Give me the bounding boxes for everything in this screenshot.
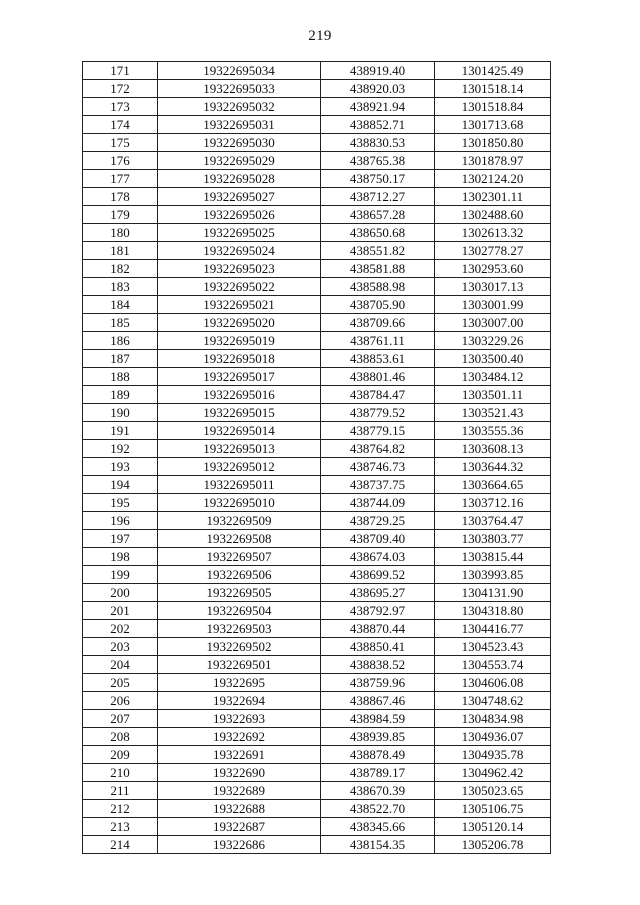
- y-coordinate-cell: 1305106.75: [435, 800, 551, 818]
- x-coordinate-cell: 438792.97: [321, 602, 435, 620]
- point-id-cell: 19322695021: [158, 296, 321, 314]
- table-row: [83, 152, 551, 170]
- row-number-cell: 204: [83, 656, 158, 674]
- x-coordinate-cell: 438878.49: [321, 746, 435, 764]
- x-coordinate-cell: 438830.53: [321, 134, 435, 152]
- row-number-cell: 184: [83, 296, 158, 314]
- row-number-cell: 200: [83, 584, 158, 602]
- row-number-cell: 183: [83, 278, 158, 296]
- point-id-cell: 19322695034: [158, 62, 321, 80]
- point-id-cell: 19322695018: [158, 350, 321, 368]
- row-number-cell: 176: [83, 152, 158, 170]
- x-coordinate-cell: 438522.70: [321, 800, 435, 818]
- x-coordinate-cell: 438784.47: [321, 386, 435, 404]
- row-number-cell: 208: [83, 728, 158, 746]
- y-coordinate-cell: 1305206.78: [435, 836, 551, 854]
- point-id-cell: 19322695020: [158, 314, 321, 332]
- point-id-cell: 19322695019: [158, 332, 321, 350]
- row-number-cell: 213: [83, 818, 158, 836]
- table-row: [83, 332, 551, 350]
- table-row: [83, 728, 551, 746]
- point-id-cell: 19322695011: [158, 476, 321, 494]
- point-id-cell: 19322695032: [158, 98, 321, 116]
- row-number-cell: 199: [83, 566, 158, 584]
- x-coordinate-cell: 438657.28: [321, 206, 435, 224]
- table-row: [83, 620, 551, 638]
- point-id-cell: 19322695024: [158, 242, 321, 260]
- y-coordinate-cell: 1304606.08: [435, 674, 551, 692]
- table-row: [83, 782, 551, 800]
- row-number-cell: 196: [83, 512, 158, 530]
- row-number-cell: 203: [83, 638, 158, 656]
- row-number-cell: 192: [83, 440, 158, 458]
- point-id-cell: 19322695033: [158, 80, 321, 98]
- row-number-cell: 193: [83, 458, 158, 476]
- point-id-cell: 1932269506: [158, 566, 321, 584]
- row-number-cell: 182: [83, 260, 158, 278]
- y-coordinate-cell: 1303712.16: [435, 494, 551, 512]
- y-coordinate-cell: 1304318.80: [435, 602, 551, 620]
- row-number-cell: 202: [83, 620, 158, 638]
- point-id-cell: 19322688: [158, 800, 321, 818]
- y-coordinate-cell: 1302124.20: [435, 170, 551, 188]
- y-coordinate-cell: 1301850.80: [435, 134, 551, 152]
- row-number-cell: 210: [83, 764, 158, 782]
- row-number-cell: 171: [83, 62, 158, 80]
- point-id-cell: 19322689: [158, 782, 321, 800]
- row-number-cell: 172: [83, 80, 158, 98]
- x-coordinate-cell: 438750.17: [321, 170, 435, 188]
- row-number-cell: 207: [83, 710, 158, 728]
- table-row: [83, 692, 551, 710]
- row-number-cell: 209: [83, 746, 158, 764]
- table-body: [83, 62, 551, 854]
- row-number-cell: 214: [83, 836, 158, 854]
- x-coordinate-cell: 438746.73: [321, 458, 435, 476]
- point-id-cell: 19322695022: [158, 278, 321, 296]
- x-coordinate-cell: 438920.03: [321, 80, 435, 98]
- x-coordinate-cell: 438650.68: [321, 224, 435, 242]
- x-coordinate-cell: 438939.85: [321, 728, 435, 746]
- x-coordinate-cell: 438588.98: [321, 278, 435, 296]
- table-row: [83, 296, 551, 314]
- row-number-cell: 175: [83, 134, 158, 152]
- point-id-cell: 19322695016: [158, 386, 321, 404]
- point-id-cell: 19322695030: [158, 134, 321, 152]
- point-id-cell: 19322690: [158, 764, 321, 782]
- x-coordinate-cell: 438779.52: [321, 404, 435, 422]
- y-coordinate-cell: 1302953.60: [435, 260, 551, 278]
- y-coordinate-cell: 1303229.26: [435, 332, 551, 350]
- point-id-cell: 19322687: [158, 818, 321, 836]
- x-coordinate-cell: 438759.96: [321, 674, 435, 692]
- y-coordinate-cell: 1303815.44: [435, 548, 551, 566]
- point-id-cell: 19322691: [158, 746, 321, 764]
- x-coordinate-cell: 438345.66: [321, 818, 435, 836]
- point-id-cell: 1932269503: [158, 620, 321, 638]
- y-coordinate-cell: 1303644.32: [435, 458, 551, 476]
- table-row: [83, 170, 551, 188]
- x-coordinate-cell: 438699.52: [321, 566, 435, 584]
- y-coordinate-cell: 1303521.43: [435, 404, 551, 422]
- row-number-cell: 188: [83, 368, 158, 386]
- x-coordinate-cell: 438709.40: [321, 530, 435, 548]
- table-row: [83, 674, 551, 692]
- x-coordinate-cell: 438737.75: [321, 476, 435, 494]
- table-row: [83, 134, 551, 152]
- point-id-cell: 19322695023: [158, 260, 321, 278]
- point-id-cell: 1932269502: [158, 638, 321, 656]
- x-coordinate-cell: 438921.94: [321, 98, 435, 116]
- x-coordinate-cell: 438551.82: [321, 242, 435, 260]
- row-number-cell: 187: [83, 350, 158, 368]
- point-id-cell: 1932269507: [158, 548, 321, 566]
- x-coordinate-cell: 438764.82: [321, 440, 435, 458]
- point-id-cell: 19322695031: [158, 116, 321, 134]
- row-number-cell: 177: [83, 170, 158, 188]
- row-number-cell: 197: [83, 530, 158, 548]
- page-number: 219: [308, 28, 332, 44]
- table-row: [83, 278, 551, 296]
- x-coordinate-cell: 438709.66: [321, 314, 435, 332]
- y-coordinate-cell: 1301518.14: [435, 80, 551, 98]
- y-coordinate-cell: 1301713.68: [435, 116, 551, 134]
- y-coordinate-cell: 1304936.07: [435, 728, 551, 746]
- row-number-cell: 211: [83, 782, 158, 800]
- table-row: [83, 764, 551, 782]
- x-coordinate-cell: 438789.17: [321, 764, 435, 782]
- table-row: [83, 584, 551, 602]
- row-number-cell: 186: [83, 332, 158, 350]
- y-coordinate-cell: 1302778.27: [435, 242, 551, 260]
- x-coordinate-cell: 438581.88: [321, 260, 435, 278]
- row-number-cell: 189: [83, 386, 158, 404]
- row-number-cell: 198: [83, 548, 158, 566]
- x-coordinate-cell: 438154.35: [321, 836, 435, 854]
- table-row: [83, 98, 551, 116]
- table-row: [83, 404, 551, 422]
- y-coordinate-cell: 1302488.60: [435, 206, 551, 224]
- table-row: [83, 188, 551, 206]
- table-row: [83, 602, 551, 620]
- table-row: [83, 818, 551, 836]
- table-row: [83, 800, 551, 818]
- point-id-cell: 19322695012: [158, 458, 321, 476]
- row-number-cell: 194: [83, 476, 158, 494]
- point-id-cell: 1932269504: [158, 602, 321, 620]
- row-number-cell: 180: [83, 224, 158, 242]
- point-id-cell: 19322695: [158, 674, 321, 692]
- y-coordinate-cell: 1304962.42: [435, 764, 551, 782]
- row-number-cell: 190: [83, 404, 158, 422]
- point-id-cell: 19322694: [158, 692, 321, 710]
- x-coordinate-cell: 438838.52: [321, 656, 435, 674]
- point-id-cell: 19322695014: [158, 422, 321, 440]
- row-number-cell: 179: [83, 206, 158, 224]
- x-coordinate-cell: 438729.25: [321, 512, 435, 530]
- x-coordinate-cell: 438853.61: [321, 350, 435, 368]
- y-coordinate-cell: 1304748.62: [435, 692, 551, 710]
- table-row: [83, 386, 551, 404]
- y-coordinate-cell: 1303764.47: [435, 512, 551, 530]
- table-row: [83, 422, 551, 440]
- point-id-cell: 19322695026: [158, 206, 321, 224]
- y-coordinate-cell: 1303555.36: [435, 422, 551, 440]
- table-row: [83, 836, 551, 854]
- point-id-cell: 19322695029: [158, 152, 321, 170]
- table-row: [83, 368, 551, 386]
- row-number-cell: 191: [83, 422, 158, 440]
- point-id-cell: 19322695017: [158, 368, 321, 386]
- point-id-cell: 19322686: [158, 836, 321, 854]
- point-id-cell: 19322695028: [158, 170, 321, 188]
- x-coordinate-cell: 438779.15: [321, 422, 435, 440]
- y-coordinate-cell: 1304416.77: [435, 620, 551, 638]
- point-id-cell: 1932269505: [158, 584, 321, 602]
- coordinates-table: [82, 61, 551, 854]
- x-coordinate-cell: 438870.44: [321, 620, 435, 638]
- x-coordinate-cell: 438765.38: [321, 152, 435, 170]
- point-id-cell: 19322695027: [158, 188, 321, 206]
- y-coordinate-cell: 1301878.97: [435, 152, 551, 170]
- x-coordinate-cell: 438674.03: [321, 548, 435, 566]
- table-row: [83, 476, 551, 494]
- y-coordinate-cell: 1304131.90: [435, 584, 551, 602]
- y-coordinate-cell: 1302301.11: [435, 188, 551, 206]
- table-row: [83, 440, 551, 458]
- point-id-cell: 19322692: [158, 728, 321, 746]
- row-number-cell: 201: [83, 602, 158, 620]
- y-coordinate-cell: 1301425.49: [435, 62, 551, 80]
- row-number-cell: 212: [83, 800, 158, 818]
- y-coordinate-cell: 1304834.98: [435, 710, 551, 728]
- row-number-cell: 178: [83, 188, 158, 206]
- x-coordinate-cell: 438744.09: [321, 494, 435, 512]
- table-row: [83, 566, 551, 584]
- row-number-cell: 181: [83, 242, 158, 260]
- y-coordinate-cell: 1305023.65: [435, 782, 551, 800]
- row-number-cell: 195: [83, 494, 158, 512]
- table-row: [83, 710, 551, 728]
- point-id-cell: 1932269508: [158, 530, 321, 548]
- x-coordinate-cell: 438801.46: [321, 368, 435, 386]
- y-coordinate-cell: 1304523.43: [435, 638, 551, 656]
- y-coordinate-cell: 1303803.77: [435, 530, 551, 548]
- y-coordinate-cell: 1303608.13: [435, 440, 551, 458]
- table-row: [83, 242, 551, 260]
- y-coordinate-cell: 1303501.11: [435, 386, 551, 404]
- x-coordinate-cell: 438850.41: [321, 638, 435, 656]
- y-coordinate-cell: 1303001.99: [435, 296, 551, 314]
- point-id-cell: 19322695015: [158, 404, 321, 422]
- row-number-cell: 205: [83, 674, 158, 692]
- x-coordinate-cell: 438852.71: [321, 116, 435, 134]
- table-row: [83, 494, 551, 512]
- point-id-cell: 1932269509: [158, 512, 321, 530]
- table-row: [83, 206, 551, 224]
- table-row: [83, 224, 551, 242]
- x-coordinate-cell: 438670.39: [321, 782, 435, 800]
- table-row: [83, 530, 551, 548]
- y-coordinate-cell: 1303484.12: [435, 368, 551, 386]
- table-row: [83, 116, 551, 134]
- point-id-cell: 19322693: [158, 710, 321, 728]
- y-coordinate-cell: 1301518.84: [435, 98, 551, 116]
- point-id-cell: 19322695013: [158, 440, 321, 458]
- y-coordinate-cell: 1303500.40: [435, 350, 551, 368]
- table-row: [83, 350, 551, 368]
- y-coordinate-cell: 1303017.13: [435, 278, 551, 296]
- row-number-cell: 206: [83, 692, 158, 710]
- table-row: [83, 746, 551, 764]
- table-row: [83, 656, 551, 674]
- x-coordinate-cell: 438761.11: [321, 332, 435, 350]
- y-coordinate-cell: 1302613.32: [435, 224, 551, 242]
- table-row: [83, 314, 551, 332]
- row-number-cell: 173: [83, 98, 158, 116]
- y-coordinate-cell: 1303993.85: [435, 566, 551, 584]
- x-coordinate-cell: 438984.59: [321, 710, 435, 728]
- x-coordinate-cell: 438867.46: [321, 692, 435, 710]
- table-row: [83, 260, 551, 278]
- table-row: [83, 548, 551, 566]
- point-id-cell: 19322695025: [158, 224, 321, 242]
- point-id-cell: 1932269501: [158, 656, 321, 674]
- x-coordinate-cell: 438919.40: [321, 62, 435, 80]
- y-coordinate-cell: 1303664.65: [435, 476, 551, 494]
- table-row: [83, 62, 551, 80]
- x-coordinate-cell: 438695.27: [321, 584, 435, 602]
- x-coordinate-cell: 438705.90: [321, 296, 435, 314]
- y-coordinate-cell: 1304553.74: [435, 656, 551, 674]
- table-row: [83, 458, 551, 476]
- point-id-cell: 19322695010: [158, 494, 321, 512]
- table-row: [83, 512, 551, 530]
- y-coordinate-cell: 1303007.00: [435, 314, 551, 332]
- table-row: [83, 638, 551, 656]
- y-coordinate-cell: 1304935.78: [435, 746, 551, 764]
- row-number-cell: 185: [83, 314, 158, 332]
- table-row: [83, 80, 551, 98]
- y-coordinate-cell: 1305120.14: [435, 818, 551, 836]
- x-coordinate-cell: 438712.27: [321, 188, 435, 206]
- row-number-cell: 174: [83, 116, 158, 134]
